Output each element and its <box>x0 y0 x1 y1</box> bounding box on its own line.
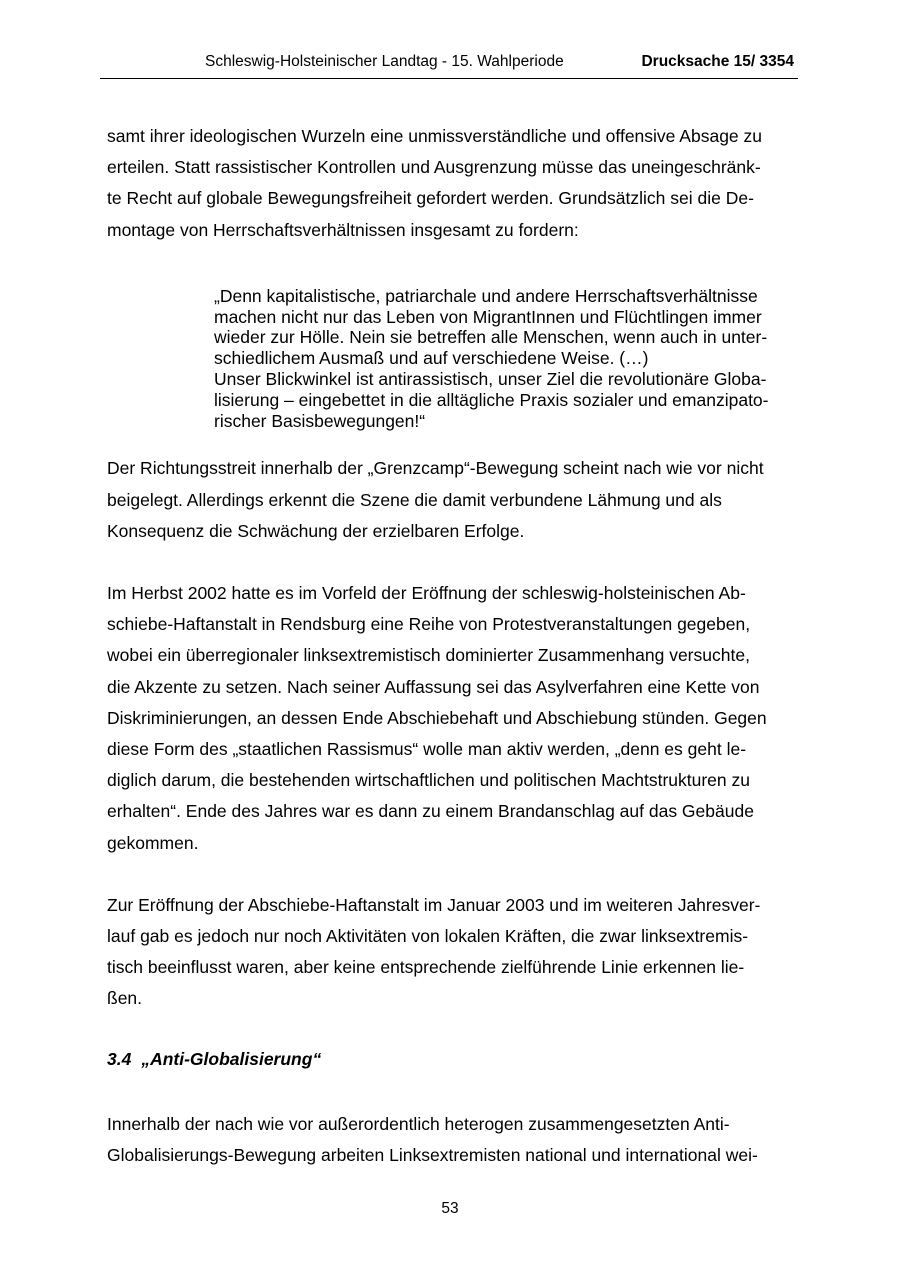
paragraph-3 <box>107 578 797 859</box>
block-quote <box>214 286 797 432</box>
section-title: „Anti-Globalisierung“ <box>141 1048 322 1069</box>
text-line: Zur Eröffnung der Abschiebe-Haftanstalt im Januar 2003 und im weiteren Jahresver- <box>107 894 761 915</box>
quote-line: wieder zur Hölle. Nein sie betreffen alle Menschen, wenn auch in unter- <box>214 327 768 348</box>
text-line: ßen. <box>107 988 143 1009</box>
section-number: 3.4 <box>107 1048 132 1069</box>
text-line: tisch beeinflusst waren, aber keine entsprechende zielführende Linie erkennen lie- <box>107 957 745 978</box>
text-line: schiebe-Haftanstalt in Rendsburg eine Reihe von Protestveranstaltungen gegeben, <box>107 614 751 635</box>
quote-line: lisierung – eingebettet in die alltägliche Praxis sozialer und emanzipato- <box>214 389 769 410</box>
text-line: die Akzente zu setzen. Nach seiner Auffassung sei das Asylverfahren eine Kette von <box>107 676 760 697</box>
text-line: Konsequenz die Schwächung der erzielbaren Erfolge. <box>107 520 525 541</box>
paragraph-1 <box>107 121 797 246</box>
text-line: Innerhalb der nach wie vor außerordentlich heterogen zusammengesetzten Anti- <box>107 1113 730 1134</box>
text-line: Globalisierungs-Bewegung arbeiten Linksextremisten national und international wei- <box>107 1144 758 1165</box>
header-title: Schleswig-Holsteinischer Landtag - 15. Wahlperiode <box>205 53 564 70</box>
paragraph-2 <box>107 453 797 547</box>
text-line: beigelegt. Allerdings erkennt die Szene die damit verbundene Lähmung und als <box>107 489 722 510</box>
text-line: samt ihrer ideologischen Wurzeln eine unmissverständliche und offensive Absage zu <box>107 126 763 146</box>
quote-line: rischer Basisbewegungen!“ <box>214 410 426 431</box>
text-line: Im Herbst 2002 hatte es im Vorfeld der Eröffnung der schleswig-holsteinischen Ab- <box>107 583 746 603</box>
text-line: diese Form des „staatlichen Rassismus“ wolle man aktiv werden, „denn es geht le- <box>107 739 747 760</box>
header-document-number: Drucksache 15/ 3354 <box>641 53 794 70</box>
quote-line: machen nicht nur das Leben von MigrantInnen und Flüchtlingen immer <box>214 306 762 327</box>
section-heading <box>107 1048 797 1070</box>
quote-line: „Denn kapitalistische, patriarchale und andere Herrschaftsverhältnisse <box>214 285 758 306</box>
text-line: gekommen. <box>107 832 199 853</box>
page-header <box>100 52 798 79</box>
page-number: 53 <box>441 1200 459 1217</box>
paragraph-5 <box>107 1109 797 1171</box>
quote-line: schiedlichem Ausmaß und auf verschiedene Weise. (…) <box>214 348 649 369</box>
text-line: Der Richtungsstreit innerhalb der „Grenzcamp“-Bewegung scheint nach wie vor nicht <box>107 458 764 479</box>
text-line: te Recht auf globale Bewegungsfreiheit gefordert werden. Grundsätzlich sei die De- <box>107 188 754 209</box>
text-line: diglich darum, die bestehenden wirtschaftlichen und politischen Machtstrukturen zu <box>107 770 750 791</box>
page-body <box>107 121 797 1171</box>
text-line: Diskriminierungen, an dessen Ende Abschiebehaft und Abschiebung stünden. Gegen <box>107 707 767 728</box>
text-line: wobei ein überregionaler linksextremistisch dominierter Zusammenhang versuchte, <box>107 645 750 666</box>
text-line: montage von Herrschaftsverhältnissen insgesamt zu fordern: <box>107 219 579 240</box>
quote-line: Unser Blickwinkel ist antirassistisch, unser Ziel die revolutionäre Globa- <box>214 369 767 389</box>
paragraph-4 <box>107 890 797 1015</box>
text-line: lauf gab es jedoch nur noch Aktivitäten von lokalen Kräften, die zwar linksextremis- <box>107 926 749 947</box>
text-line: erhalten“. Ende des Jahres war es dann zu einem Brandanschlag auf das Gebäude <box>107 801 754 822</box>
text-line: erteilen. Statt rassistischer Kontrollen und Ausgrenzung müsse das uneingeschränk- <box>107 157 761 178</box>
